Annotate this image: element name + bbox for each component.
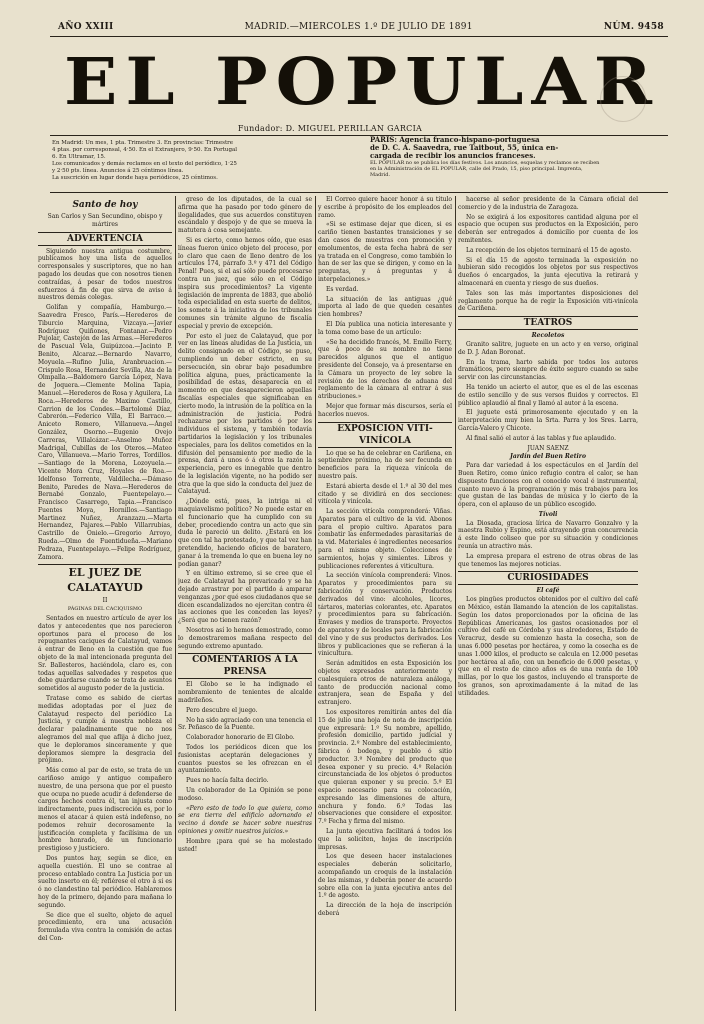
article-paragraph: Si el día 15 de agosto terminada la exposición no hubieran sido recogidos los objetos por sus respectivos dueños ó encargados, la junta ejecutiva la retirará y almacenará en cuenta y riesgo de sus dueños. [458,256,638,287]
comment-paragraph: No ha sido agraciado con una tenencia el Sr. Peñasco de la Puente. [178,716,312,732]
teatro-paragraph: La Diosada, graciosa lírica de Navarro Gonzalvo y la maestra Rubio y Espino, está atrayendo gran concurrencia á este lindo coliseo que por su situación y condiciones reunía un atractivo más. [458,519,638,551]
founder-line: Fundador: D. MIGUEL PERILLAN GARCIA [237,124,423,133]
comment-paragraph: Todos los periódicos dicen que los fusionistas aceptarán delegaciones y cuantos puestos se les ofrezcan en el ayuntamiento. [178,744,312,775]
article-paragraph: «Si se estimase dejar que dicen, si es cariño tienen bastantes transiciones y se dan casos de muestras con promoción y emolumentos, de esta fecha habrá de ser ya tratada en el Congreso, como también lo han de ser las que se dirigen, y como en la preguntas, y á preguntas y á interpelaciones.» [318,221,452,283]
issue-number: NÚM. 9458 [603,22,664,32]
article-paragraph: Tales son las más importantes disposiciones del reglamento porque ha de regir la Exposición viti-vinícola de Cariñena. [458,289,638,313]
column-1 [38,196,172,1011]
tivoli-heading: Tívoli [538,510,558,518]
comment-paragraph: El Globo se le ha indignado el nombramiento de tenientes de alcalde madrileños. [178,681,312,705]
article-paragraph: greso de los diputados, de la cual se afirma que ha pasado por todo género de ilegalidades, que sus acuerdos constituyen escándalo y despojo y de que se mueva la matutera á cosa semejante. [178,196,312,235]
article-paragraph: Es verdad. [326,285,359,293]
publication-note: EL POPULAR no se publica los días festivos. Los anuncios, esquelas y reclamos se reciben en la Administración de EL POPULAR, calle del Prado, 15, piso principal. Imprenta, Madrid. [370,160,600,178]
expo-paragraph: Lo que se ha de celebrar en Cariñena, en septiembre próximo, ha de ser fecunda en beneficios para la riqueza vinícola de nuestro país. [318,449,452,480]
teatro-paragraph: Al final salió el autor á las tablas y fue aplaudido. [466,434,616,442]
juez-heading: EL JUEZ DE CALATAYUD [38,564,172,595]
body-rule [50,192,668,193]
top-rule [50,36,668,37]
curiosidades-heading: CURIOSIDADES [458,571,638,585]
teatros-heading: TEATROS [458,316,638,330]
subscription-line: y 2·50 pts. línea. Anuncios á 25 céntimos línea. [52,168,184,174]
comment-paragraph: Colaborador honorario de El Globo. [186,734,295,742]
jardin-heading: Jardín del Buen Retiro [510,453,586,461]
expo-paragraph: La sección vitícola comprenderá: Viñas. Aparatos para el cultivo de la vid. Abonos para el propio cultivo. Aparatos para combatir las enfermedades parasitarias de la vid. Materiales é ingredientes necesarios para el mismo objeto. Colecciones de sarmientos, hojas y simientes. Libros y publicaciones referentes á viticultura. [318,508,452,570]
teatro-paragraph: En la trama, harto sabida por todos los autores dramáticos, pero siempre de éxito seguro cuando se sabe servir con las circunstancias. [458,358,638,382]
expo-paragraph: Estará abierta desde el 1.º al 30 del mes citado y se dividirá en dos secciones: vitícola y vinícola. [318,482,452,506]
teatro-paragraph: Granito salitre, juguete en un acto y en verso, original de D. J. Adan Boronat. [458,340,638,356]
cafe-heading: El café [536,587,560,595]
advertencia-list: Golífan y compañía, Hamburgo.—Saavedra Fresco, París.—Herederos de Tiburcio Marquina, Vizcaya.—Javier Rodríguez Quiñones, Fontanar.—Pedro Pujolar, Castejón de las Armas.—Herederos de Pascual Vela, Guipúzcoa.—Jacinto P. Benito, Alcaraz.—Bernardo Navarro, Moyuela.—Rufino Julia, Aranbruacion.—Crispulo Rosa, Hernandez Sevilla, Ata de la Olmpalla.—Baldomero García López, Nava de Joquera.—Clemente Molina Tapia, Manuel.—Herederos de Rosa y Aguilera, La Roca.—Herederos de Maximo Castillo, Carrion de los Condes.—Bartolomé Díaz, Cabrerón.—Federico Villa, El Barraco.—Aniceto Romero, Villanueva.—Ángel González, Osorno.—Eugenio Ovejo Carreras, Villalcázar.—Anselmo Muñoz Madrigal, Cubillas de los Oteros.—Mateo Caro, Villanueva.—Mario Torres, Tordillos.—Santiago de la Morena, Lozoyuela.—Vicente Mora Cruz, Hoyales de Roa.—Idelfonso Torrente, Valdilecha.—Dámaso Benito, Paredes de Nava.—Herederos de Bernabé Gonzalo, Fuentepelayo.—Francisco Casarrego, Tapia.—Francisco Fuentes Moya, Hornillos.—Santiago Martinez Nuñez, Aranzazu.—Marta Hernandez, Pajares.—Pablo Villarrubias, Castrillo de Onielo.—Gregorio Arroyo, Rueda.—Olmo de Fuentidueña.—Mariano Pedraza, Fuentepelayo.—Felipe Rodríguez, Zamora. [38,304,172,561]
juez-paragraph: Tratase como es sabido de ciertas medidas adoptadas por el juez de Calatayud respecto del periódico La Justicia, y cumple á nuestra nobleza el declarar paladinamente que no nos alegramos del mal que aflija á dicho juez, que le deploramos sinceramente y que deploramos siempre la desgracia del prójimo. [38,695,172,765]
expo-paragraph: La sección vinícola comprenderá: Vinos. Aparatos y procedimientos para su fabricación y conservación. Productos derivados del vino: alcoholes, licores, tártaros, materias colorantes, etc. Aparatos y procedimientos para su fabricación. Envases y medios de transporte. Proyectos de aparatos y de locales para la fabricación del vino y de sus productos derivados. Los libros y publicaciones que se refieran á la vinicultura. [318,572,452,658]
santo-title: Santo de hoy [72,200,138,210]
signature: JUAN SAENZ [527,444,569,452]
comment-quote: «Pero esto de todo lo que quiera, como se era tierra del edificio adornando el vecino á donde se hacer sobre nuestras opiniones y omitir nuestros juicios.» [178,804,312,835]
advertencia-intro: Siguiendo nuestra antigua costumbre, publicamos hoy una lista de aquellos corresponsales y suscriptores, que no han pagado los deudas que con nosotros tienen contraídas, á pesar de todos nuestros esfuerzos á fin de que sirva de aviso á nuestros demás colegas. [38,247,172,302]
article-paragraph: hacerse al señor presidente de la Cámara oficial del comercio y de la industria de Zaragoza. [458,196,638,211]
curiosidad-paragraph: Los pingües productos obtenidos por el cultivo del café en México, están llamando la atención de los capitalistas. Según los datos proporcionados por la oficina de las Repúblicas Americanas, los gastos ocasionados por el cultivo del café en Córdoba y sus alrededores, Estado de Veracruz, desde su comienzo hasta la cosecha, son de unas 6.000 pesetas por hectárea, y como la cosecha es de unas 1.000 kilos, el producto se calcula en 12.000 pesetas por hectárea al año, con un beneficio de 6.000 pesetas, y que en el resto de cinco años es de una renta de 100 millas, por lo que los gastos, incluyendo el transporte de los granos, son aproximadamente á la mitad de las utilidades. [458,596,638,697]
article-paragraph: Por esto el juez de Calatayud, que por ver en las líneas aludidas de La Justicia, un delito consignado en el Código, se puso, cumpliendo un deber estricto, en su persecución, sin obrar bajo pesadumbre política alguna, pues, prácticamente la posibilidad de estas, desaparecía en el momento en que desaparecieron aquellas fiscalías especiales que significaban en cierto modo, la intrusión de la política en la administración de justicia. Podrá rechazarse por los partidos ó por los individuos el sistema, y también todavía partidarios la legislación y los tribunales especiales, para los delitos cometidos en la difusión del pensamiento por medio de la prensa, dará á unos ó á otros la razón la experiencia, pero es innegable que dentro de la legislación vigente, no ha podido ser otra que la que sido la conducta del juez de Calatayud. [178,332,312,496]
advertencia-heading: ADVERTENCIA [38,232,172,246]
teatro-paragraph: Para dar variedad á los espectáculos en el Jardín del Buen Retiro, como único refugio contra el calor, se han dispuesto funciones con el conocido vocal é instrumental, cuanto nuevo á la programación y más trabajos para los que gustan de las bandas de música y lo cierto de la ópera, con el aplauso de un público escogido. [458,462,638,509]
column-3 [318,196,452,1011]
subscription-line: En Madrid: Un mes, 1 pta. Trimestre 3. En provincias: Trimestre [52,140,234,146]
article-paragraph: Nosotros así lo hemos demostrado, como lo demostraremos mañana respecto del segundo extremo apuntado. [178,627,312,650]
dateline: MADRID.—MIERCOLES 1.º DE JULIO DE 1891 [244,22,473,32]
article-paragraph: Si es cierto, como hemos oído, que esas líneas fueron único objeto del proceso, por lo claro que caen de lleno dentro de los artículos 174, párrafo 3.º y 471 del Código Penal! Pues, si el así sólo puede procesarse contra un juez, que sólo en el Código inspira sus procedimientos? La vigente legislación de imprenta de 1883, que abolió toda especialidad en esta suerte de delitos, los somete á la iniciativa de los tribunales comunes sin trámite alguno de fiscalía especial y previo de excepción. [178,236,312,330]
library-stamp [600,76,646,122]
article-paragraph: Y en último extremo, si se cree que el juez de Calatayud ha prevaricado y se ha dejado arrastrar por el partido á amparar venganzas ¿por qué esos ciudadanos que se dicen escandalizados no ejercitan contra él las acciones que les conceden las leyes? ¿Será que no tienen razón? [178,570,312,625]
article-paragraph: No se exigirá á los expositores cantidad alguna por el espacio que ocupen sus productos en la Exposición, pero deberán ser entregados á domicilio por cuenta de los remitentes. [458,213,638,244]
subscription-line: 6. En Ultramar, 15. [52,154,106,160]
column-4 [458,196,638,1011]
article-paragraph: Mejor que formar más discursos, sería el hacerlos nuevos. [318,402,452,418]
column-divider [175,196,176,1011]
masthead-title: EL POPULAR [64,43,660,120]
column-2 [178,196,312,1011]
paris-line: PARIS: Agencia franco-hispano-portuguesa [370,135,540,144]
article-paragraph: La recepción de los objetos terminará el 15 de agosto. [466,246,632,254]
expo-paragraph: La dirección de la hoja de inscripción deberá [318,902,452,917]
comment-paragraph: Pues no hacía falta decirlo. [186,777,269,785]
juez-paragraph: Más como al par de esto, se trata de un cariñoso amigo y antiguo compañero nuestro, de una persona que por el puesto que ocupa no puede acudir á defenderse de cargos hechos contra él, tan injusta como indirectamente, pues indiscreción es, por lo menos el atacar á quien está indefenso, no podemos rehuir decorosamente la justificación completa y facilísima de un hombre honrado, de un funcionario prestigioso y justiciero. [38,767,172,853]
paris-line: cargada de recibir los anuncios franceses. [370,151,536,160]
article-paragraph: «Se ha decidido francés, M. Emilio Ferry, que á poco de su nombre no tiene parecidos algunos que el antiguo presidente del Consejo, va á presentarse en la Cámara un proyecto de ley sobre la revisión de los derechos de aduana del reglamento de la cámara al entrar á sus atribuciones.» [318,338,452,401]
juez-numeral: II [102,597,108,605]
article-paragraph: El Correo quiere hacer honor á su título y escribe á propósito de los empleados del ramo. [318,196,452,219]
header-line [58,20,664,34]
article-paragraph: El Día publica una noticia interesante y la toma como base de un artículo: [318,320,452,336]
juez-subtitle: PÁGINAS DEL CACIQUISMO [67,606,143,613]
comment-paragraph: Pero descubre el juego. [186,706,258,714]
expo-paragraph: Serán admitidos en esta Exposición los objetos expresados anteriormente y cualesquiera otros de naturaleza análoga, tanto de producción nacional como extranjera, sean de España y del extranjero. [318,660,452,707]
column-divider [315,196,316,1011]
expo-paragraph: Los que deseen hacer instalaciones especiales deberán solicitarlo, acompañando un croquis de la instalación de las mismas, y deberán poner de acuerdo sobre ella con la junta ejecutiva antes del 1.º de agosto. [318,853,452,900]
juez-paragraph: Se dice que el suelto, objeto de aquel procedimiento, era una acusación formulada viva contra la comisión de actas del Con- [38,911,172,942]
expo-paragraph: Los expositores remitirán antes del día 15 de julio una hoja de nota de inscripción que expresará: 1.º Su nombre, apellido, profesión domicilio, partido judicial y provincia. 2.º Nombre del establecimiento, fábrica ó bodega, y pueblo ó sitio productor. 3.º Nombre del producto que desea exponer y su precio. 4.º Relación circunstanciada de los objetos ó productos que quieran exponer y su precio. 5.º El espacio necesario para su colocación, expresando las dimensiones de altura, anchura y fondo. 6.º Todas las observaciones que considere el expositor. 7.º Fecha y firma del mismo. [318,709,452,826]
juez-paragraph: Dos puntos hay, según se dice, en aquella cuestión. El uno se contrae al proceso entablado contra La Justicia por un suelto inserto en él; refiérese el otro á si es ó no clandestino tal periódico. Hablaremos hoy de la primero, dejando para mañana lo segundo. [38,854,172,909]
subscription-line: La suscrición en lugar donde haya periódicos, 25 céntimos. [52,175,218,181]
juez-paragraph: Sentados en nuestro artículo de ayer los datos y antecedentes que nos parecieron oportunos para el proceso de los repugnantes caciques de Calatayud, vamos á entrar de lleno en la cuestión que fue objeto de la mal intencionada pregunta del Sr. Ballesteros, haciéndola, claro es, con todas aquellas salvedades y respetos que debe guardarse cuando se trata de asuntos sometidos al augusto poder de la justicia. [38,615,172,693]
paris-agency [370,136,602,160]
expo-paragraph: La junta ejecutiva facilitará á todos los que la soliciten, hojas de inscripción impresas. [318,827,452,851]
subscription-line: 4 ptas. por corresponsal, 4·50. En el Extranjero, 9·50. En Portugal [52,147,238,153]
subscription-line: Los comunicados y demás reclamos en el texto del periódico, 1·25 [52,161,237,167]
recoletos-heading: Recoletos [531,332,565,340]
teatro-paragraph: La empresa prepara el estreno de otras obras de las que tenemos las mejores noticias. [458,552,638,568]
year-label: AÑO XXIII [58,22,114,32]
comment-paragraph: Hombre ¡para qué se ha molestado usted! [178,837,312,853]
subscription-info [52,140,352,182]
article-paragraph: ¿Dónde está, pues, la intriga ni el maquiavelismo político? No puede estar en el funcionario que ha cumplido con su deber, procediendo contra un acto que sin duda le pareció un delito. ¿Estará en los que con tal ha protestado, y que tal vez han pretendido, haciendo oficios de baratero, ganar á la tremenda lo que en buena ley no podían ganar? [178,498,312,568]
paris-line: de D. C. A. Saavedra, rue Taitbout, 55, única en- [370,143,559,152]
comentarios-heading: COMENTARIOS Á LA PRENSA [178,653,312,679]
exposicion-heading: EXPOSICIÓN VITI-VINÍCOLA [318,422,452,448]
column-divider [455,196,456,1011]
teatro-paragraph: Ha tenido un acierto el autor, que es el de las escenas de estilo sencillo y de sus versos fluidos y correctos. El público aplaudió al final y llamó al autor á la escena. [458,383,638,407]
santo-text: San Carlos y San Secundino, obispo y mártires [47,213,163,228]
article-paragraph: La situación de las antiguas ¿qué importa al lado de que queden cesantes cien hombres? [318,295,452,319]
teatro-paragraph: El juguete está primorosamente ejecutado y en la interpretación muy bien la Srta. Parra y los Sres. Larra, García-Valero y Chicote. [458,409,638,432]
comment-paragraph: Un colaborador de La Opinión se pone modoso. [178,786,312,802]
